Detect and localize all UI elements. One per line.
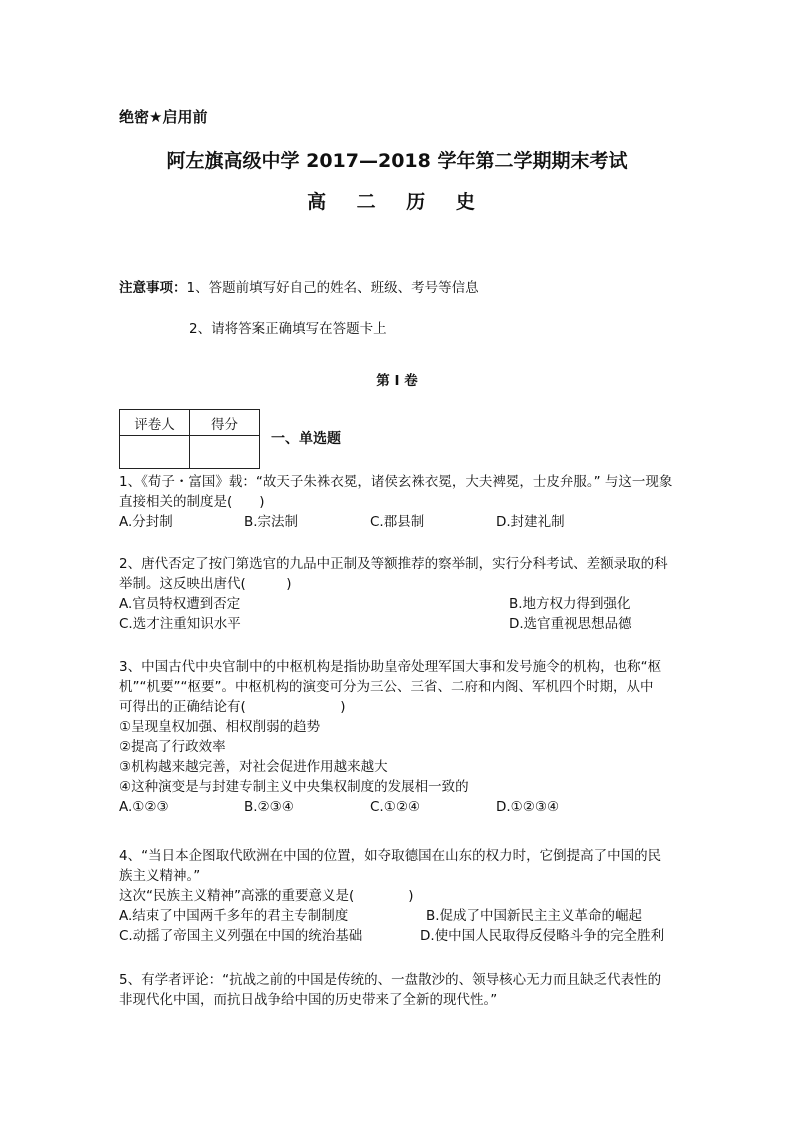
question-5	[119, 970, 679, 1010]
notes-label: 注意事项：	[119, 280, 187, 296]
option-a[interactable]: A.分封制	[119, 514, 173, 530]
question-text-line: 族主义精神。”	[119, 868, 201, 884]
option-a[interactable]: A.结束了中国两千多年的君主专制制度	[119, 908, 349, 924]
question-4	[119, 846, 679, 946]
statement-3: ③机构越来越完善，对社会促进作用越来越大	[119, 759, 388, 775]
option-d[interactable]: D.①②③④	[496, 799, 560, 815]
question-text-line: 这次“民族主义精神”高涨的重要意义是( )	[119, 888, 414, 904]
score-header: 得分	[190, 410, 260, 436]
option-b[interactable]: B.地方权力得到强化	[509, 596, 631, 612]
option-d[interactable]: D.选官重视思想品德	[509, 616, 632, 632]
question-text-line: 直接相关的制度是( )	[119, 494, 265, 510]
statement-2: ②提高了行政效率	[119, 739, 226, 755]
options-row	[119, 594, 679, 614]
statement-1: ①呈现皇权加强、相权削弱的趋势	[119, 719, 321, 735]
question-text-line: 非现代化中国，而抗日战争给中国的历史带来了全新的现代性。”	[119, 992, 498, 1008]
options-row	[119, 926, 679, 946]
option-c[interactable]: C.①②④	[370, 799, 421, 815]
option-a[interactable]: A.官员特权遭到否定	[119, 596, 241, 612]
option-b[interactable]: B.促成了中国新民主主义革命的崛起	[426, 908, 643, 924]
options-row	[119, 512, 679, 532]
score-table	[119, 409, 260, 469]
notes-line-1	[119, 276, 479, 296]
question-3	[119, 657, 679, 817]
question-2	[119, 554, 679, 634]
score-cell[interactable]	[190, 436, 260, 469]
question-text-line: 5、有学者评论：“抗战之前的中国是传统的、一盘散沙的、领导核心无力而且缺乏代表性的	[119, 972, 662, 988]
option-c[interactable]: C.动摇了帝国主义列强在中国的统治基础	[119, 928, 363, 944]
option-d[interactable]: D.使中国人民取得反侵略斗争的完全胜利	[420, 928, 665, 944]
volume-heading: 第 I 卷	[376, 373, 418, 389]
notes-item-1: 1、答题前填写好自己的姓名、班级、考号等信息	[186, 280, 479, 296]
question-text-line: 机”“机要”“枢要”。中枢机构的演变可分为三公、三省、二府和内阁、军机四个时期，从中	[119, 679, 654, 695]
option-c[interactable]: C.选才注重知识水平	[119, 616, 241, 632]
question-text-line: 可得出的正确结论有( )	[119, 699, 346, 715]
question-text-line: 1、《荀子・富国》载：“故天子朱袾衣冕，诸侯玄袾衣冕，大夫裨冕，士皮弁服。” 与这一现象	[119, 474, 673, 490]
grader-header: 评卷人	[120, 410, 190, 436]
options-row	[119, 906, 679, 926]
option-b[interactable]: B.宗法制	[244, 514, 299, 530]
option-b[interactable]: B.②③④	[244, 799, 294, 815]
question-text-line: 2、唐代否定了按门第选官的九品中正制及等额推荐的察举制，实行分科考试、差额录取的科	[119, 556, 668, 572]
question-1	[119, 472, 679, 532]
exam-subject: 高 二 历 史	[307, 191, 487, 213]
option-d[interactable]: D.封建礼制	[496, 514, 565, 530]
question-text-line: 4、“当日本企图取代欧洲在中国的位置，如夺取德国在山东的权力时，它倒提高了中国的民	[119, 848, 662, 864]
exam-title: 阿左旗高级中学 2017—2018 学年第二学期期末考试	[166, 150, 628, 172]
question-text-line: 3、中国古代中央官制中的中枢机构是指协助皇帝处理军国大事和发号施令的机构，也称“枢	[119, 659, 662, 675]
confidential-mark: 绝密★启用前	[119, 108, 208, 126]
grader-cell[interactable]	[120, 436, 190, 469]
options-row	[119, 797, 679, 817]
question-text-line: 举制。这反映出唐代( )	[119, 576, 292, 592]
option-c[interactable]: C.郡县制	[370, 514, 425, 530]
options-row	[119, 614, 679, 634]
section-title: 一、单选题	[271, 431, 341, 447]
notes-item-2: 2、请将答案正确填写在答题卡上	[189, 321, 387, 337]
statement-4: ④这种演变是与封建专制主义中央集权制度的发展相一致的	[119, 779, 469, 795]
option-a[interactable]: A.①②③	[119, 799, 169, 815]
